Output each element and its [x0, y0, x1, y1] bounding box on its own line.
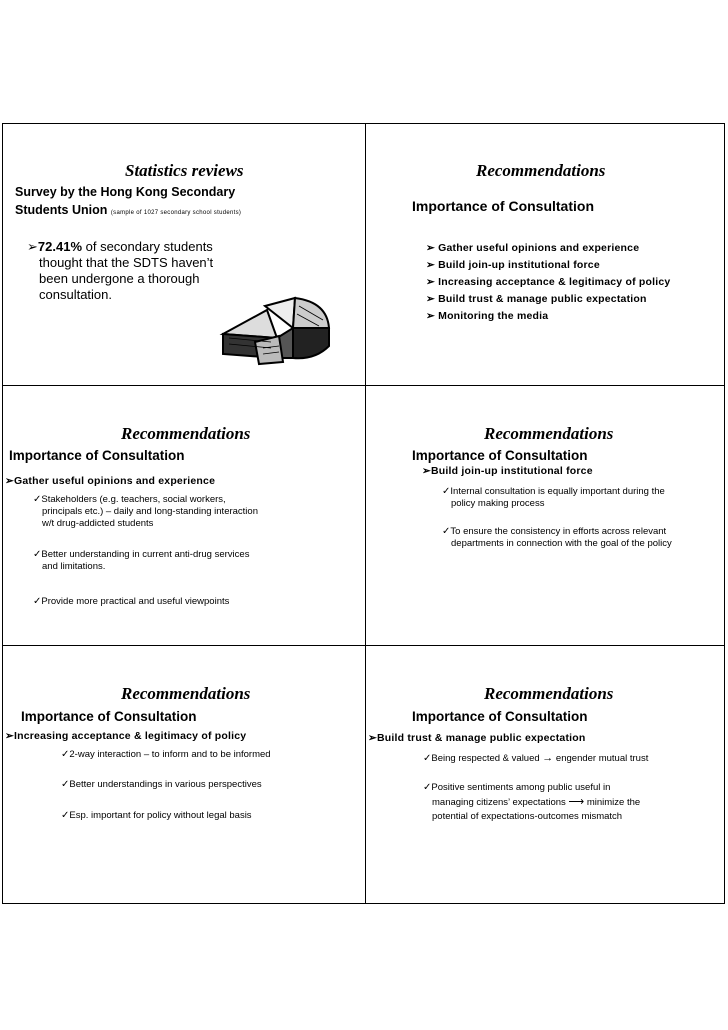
- survey-line-2: [15, 203, 241, 217]
- statistic-text-4: consultation.: [39, 287, 112, 302]
- point-1: [33, 494, 353, 530]
- list-item-4: [426, 293, 647, 305]
- check-icon: ✓: [423, 753, 432, 764]
- point-text: To ensure the consistency in efforts across relevant: [450, 526, 667, 537]
- pie-chart-clipart-icon: [215, 292, 337, 370]
- point-2: [33, 549, 353, 573]
- check-icon: ✓: [61, 749, 70, 760]
- heading-text: Build join-up institutional force: [431, 465, 593, 477]
- point-text: w/t drug-addicted students: [42, 518, 154, 529]
- slide-subtitle: Importance of Consultation: [9, 448, 185, 463]
- list-item-label: Build join-up institutional force: [438, 259, 600, 271]
- check-icon: ✓: [442, 526, 451, 537]
- check-icon: ✓: [33, 596, 42, 607]
- point-text: policy making process: [451, 498, 545, 509]
- point-1: [61, 749, 361, 761]
- point-2: [423, 781, 723, 824]
- slide-title: Recommendations: [121, 684, 251, 703]
- arrow-bullet-icon: ➢: [426, 293, 435, 305]
- point-text: 2-way interaction – to inform and to be informed: [69, 749, 271, 760]
- arrow-bullet-icon: ➢: [422, 465, 431, 477]
- slide-gather-opinions: [3, 386, 364, 645]
- list-item-label: Increasing acceptance & legitimacy of policy: [438, 276, 671, 288]
- point-text: Stakeholders (e.g. teachers, social workers,: [41, 494, 226, 505]
- point-text: principals etc.) – daily and long-standing interaction: [42, 506, 258, 517]
- list-item-3: [426, 276, 670, 288]
- slide-join-up-force: [366, 386, 727, 645]
- arrow-bullet-icon: ➢: [5, 730, 14, 742]
- check-icon: ✓: [423, 782, 432, 793]
- slide-trust-expectation: [366, 646, 727, 905]
- slide-title: Recommendations: [484, 424, 614, 443]
- slide-subtitle: Importance of Consultation: [412, 709, 588, 724]
- point-text: managing citizens’ expectations: [432, 797, 569, 808]
- statistic-text-3: been undergone a thorough: [39, 271, 200, 286]
- slide-heading: [368, 732, 586, 744]
- list-item-1: [426, 242, 639, 254]
- list-item-5: [426, 310, 548, 322]
- arrow-bullet-icon: ➢: [27, 239, 38, 254]
- point-text: Being respected & valued: [431, 753, 543, 764]
- point-text: Esp. important for policy without legal basis: [69, 810, 252, 821]
- check-icon: ✓: [61, 810, 70, 821]
- slide-heading: [5, 475, 215, 487]
- slide-statistics-reviews: [3, 124, 364, 383]
- slide-heading: [5, 730, 246, 742]
- heading-text: Build trust & manage public expectation: [377, 732, 586, 744]
- list-item-label: Monitoring the media: [438, 310, 549, 322]
- statistic-percent: 72.41%: [37, 239, 82, 254]
- arrow-bullet-icon: ➢: [426, 276, 435, 288]
- point-text: Positive sentiments among public useful in: [431, 782, 611, 793]
- statistic-text-2: thought that the SDTS haven’t: [39, 255, 214, 270]
- point-text: Better understandings in various perspectives: [69, 779, 262, 790]
- arrow-bullet-icon: ➢: [368, 732, 377, 744]
- statistic-text-1: of secondary students: [82, 239, 213, 254]
- handout-grid: [2, 123, 725, 904]
- arrow-bullet-icon: ➢: [426, 259, 435, 271]
- slide-title: Recommendations: [476, 161, 606, 180]
- check-icon: ✓: [442, 486, 451, 497]
- slide-title: Statistics reviews: [125, 161, 244, 180]
- point-text: potential of expectations-outcomes mismatch: [432, 811, 623, 822]
- right-arrow-icon: →: [542, 752, 554, 764]
- heading-text: Gather useful opinions and experience: [14, 475, 216, 487]
- point-2: [442, 526, 722, 550]
- survey-line-1: Survey by the Hong Kong Secondary: [15, 185, 236, 199]
- survey-source: Students Union: [15, 203, 108, 217]
- arrow-bullet-icon: ➢: [426, 310, 435, 322]
- slide-heading: [422, 465, 593, 477]
- point-1: [423, 752, 723, 765]
- point-3: [61, 810, 361, 822]
- list-item-2: [426, 259, 600, 271]
- check-icon: ✓: [61, 779, 70, 790]
- point-text: Internal consultation is equally important during the: [450, 486, 665, 497]
- arrow-bullet-icon: ➢: [5, 475, 14, 487]
- point-text: departments in connection with the goal of the policy: [451, 538, 672, 549]
- arrow-bullet-icon: ➢: [426, 242, 435, 254]
- slide-recommendations-list: [366, 124, 727, 383]
- long-right-arrow-icon: ⟶: [568, 796, 585, 808]
- slide-subtitle: Importance of Consultation: [412, 448, 588, 463]
- survey-sample-note: (sample of 1027 secondary school students): [110, 210, 242, 216]
- list-item-label: Gather useful opinions and experience: [438, 242, 640, 254]
- list-item-label: Build trust & manage public expectation: [438, 293, 647, 305]
- check-icon: ✓: [33, 494, 42, 505]
- heading-text: Increasing acceptance & legitimacy of policy: [14, 730, 247, 742]
- check-icon: ✓: [33, 549, 42, 560]
- point-text: minimize the: [584, 797, 641, 808]
- point-text: Better understanding in current anti-drug services: [41, 549, 250, 560]
- slide-subtitle: Importance of Consultation: [412, 198, 594, 214]
- point-2: [61, 779, 361, 791]
- slide-subtitle: Importance of Consultation: [21, 709, 197, 724]
- point-text: and limitations.: [42, 561, 106, 572]
- slide-title: Recommendations: [121, 424, 251, 443]
- point-1: [442, 486, 722, 510]
- point-3: [33, 596, 353, 608]
- slide-title: Recommendations: [484, 684, 614, 703]
- slide-acceptance-legitimacy: [3, 646, 364, 905]
- point-text: engender mutual trust: [553, 753, 649, 764]
- point-text: Provide more practical and useful viewpoints: [41, 596, 230, 607]
